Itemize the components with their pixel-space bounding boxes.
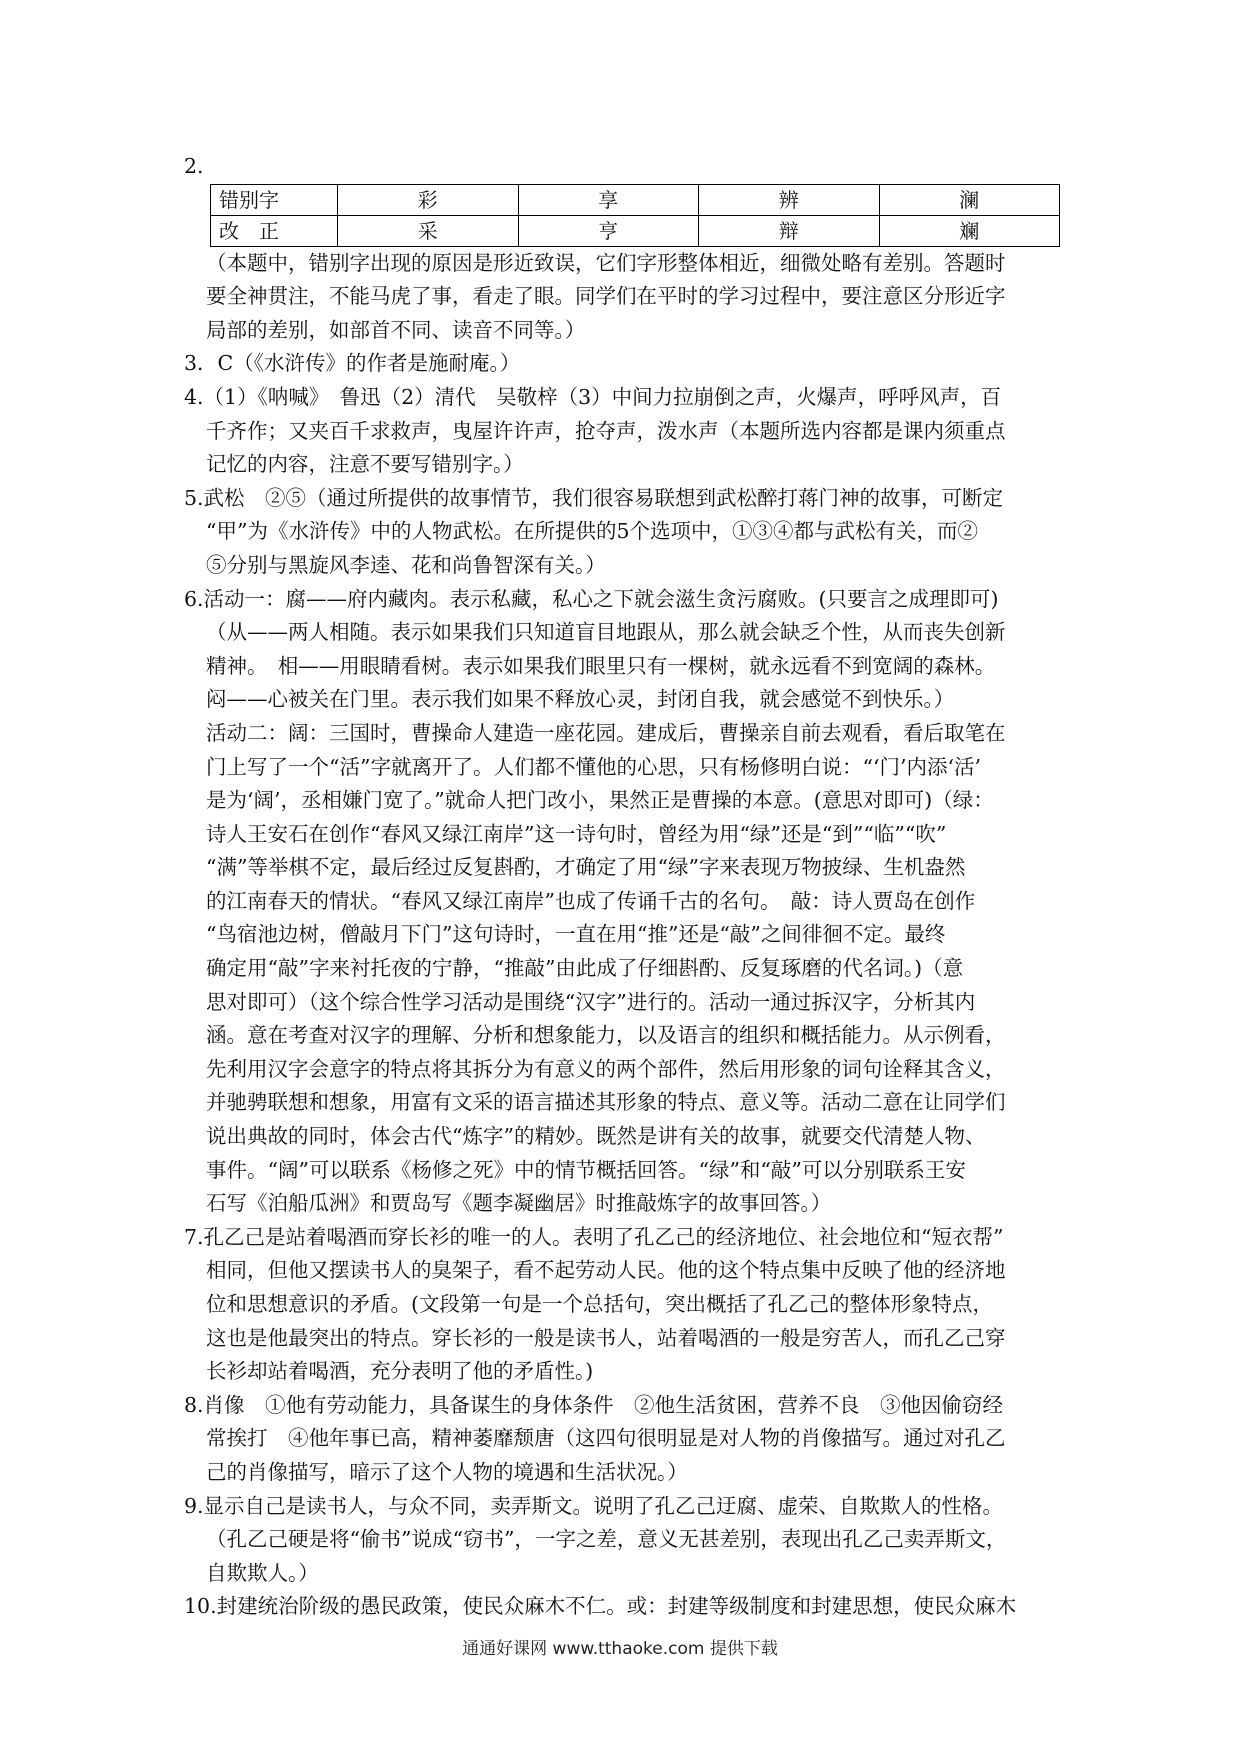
text-line: 先利用汉字会意字的特点将其拆分为有意义的两个部件，然后用形象的词句诠释其含义， (206, 1056, 1006, 1081)
typo-correction-table (210, 184, 1060, 247)
answer-content (184, 150, 1064, 1624)
text-line: “鸟宿池边树，僧敲月下门”这句诗时，一直在用“推”还是“敲”之间徘徊不定。最终 (206, 922, 946, 947)
text-line: （从——两人相随。表示如果我们只知道盲目地跟从，那么就会缺乏个性，从而丧失创新 (206, 620, 1006, 645)
table-cell: 采 (338, 215, 519, 246)
page-footer: 通通好课网 www.tthaoke.com 提供下载 (462, 1639, 778, 1659)
table-cell: 澜 (879, 184, 1060, 215)
text-line: 石写《泊船瓜洲》和贾岛写《题李凝幽居》时推敲炼字的故事回答。） (206, 1191, 832, 1216)
table-cell: 享 (518, 184, 699, 215)
text-line: 常挨打 ④他年事已高，精神萎靡颓唐（这四句很明显是对人物的肖像描写。通过对孔乙 (206, 1426, 1006, 1451)
text-line: 要全神贯注，不能马虎了事，看走了眼。同学们在平时的学习过程中，要注意区分形近字 (206, 284, 1006, 309)
text-line: 涵。意在考查对汉字的理解、分析和想象能力，以及语言的组织和概括能力。从示例看， (206, 1023, 1006, 1048)
text-line: 闷——心被关在门里。表示我们如果不释放心灵，封闭自我，就会感觉不到快乐。） (206, 687, 955, 712)
table-cell: 亨 (518, 215, 699, 246)
q2-note (184, 247, 1064, 348)
text-line: 确定用“敲”字来衬托夜的宁静，“推敲”由此成了仔细斟酌、反复琢磨的代名词。)（意 (206, 956, 964, 981)
text-line: 10.封建统治阶级的愚民政策，使民众麻木不仁。或：封建等级制度和封建思想，使民众麻木 (184, 1594, 1017, 1619)
text-line: 己的肖像描写，暗示了这个人物的境遇和生活状况。） (206, 1459, 688, 1484)
text-line: ⑤分别与黑旋风李逵、花和尚鲁智深有关。） (206, 552, 606, 577)
table-cell: 斓 (879, 215, 1060, 246)
text-line: 这也是他最突出的特点。穿长衫的一般是读书人，站着喝酒的一般是穷苦人，而孔乙己穿 (206, 1325, 1006, 1350)
text-line: 诗人王安石在创作“春风又绿江南岸”这一诗句时，曾经为用“绿”还是“到”“临”“吹” (206, 821, 947, 846)
q2-number: 2. (184, 154, 204, 178)
text-line: 是为‘阔’，丞相嫌门宽了。”就命人把门改小，果然正是曹操的本意。(意思对即可)（绿： (206, 788, 994, 813)
table-row-correct (211, 215, 1060, 246)
text-line: 相同，但他又摆读书人的臭架子，看不起劳动人民。他的这个特点集中反映了他的经济地 (206, 1258, 1006, 1283)
text-line: 3．C（《水浒传》的作者是施耐庵。） (184, 351, 521, 376)
text-line: 事件。“阔”可以联系《杨修之死》中的情节概括回答。“绿”和“敲”可以分别联系王安 (206, 1157, 966, 1182)
text-line: 精神。 相——用眼睛看树。表示如果我们眼里只有一棵树，就永远看不到宽阔的森林。 (206, 653, 996, 678)
text-line: 活动二：阔：三国时，曹操命人建造一座花园。建成后，曹操亲自前去观看，看后取笔在 (206, 720, 1006, 745)
text-line: 长衫却站着喝酒，充分表明了他的矛盾性。) (206, 1359, 594, 1384)
text-line: “满”等举棋不定，最后经过反复斟酌，才确定了用“绿”字来表现万物披绿、生机盎然 (206, 855, 966, 880)
text-line: （本题中，错别字出现的原因是形近致误，它们字形整体相近，细微处略有差别。答题时 (206, 250, 1006, 275)
text-line: （孔乙己硬是将“偷书”说成“窃书”，一字之差，意义无甚差别，表现出孔乙己卖弄斯文， (206, 1527, 1007, 1552)
text-line: 记忆的内容，注意不要写错别字。） (206, 452, 524, 477)
text-line: 9.显示自己是读书人，与众不同，卖弄斯文。说明了孔乙己迂腐、虚荣、自欺欺人的性格。 (184, 1493, 1004, 1518)
text-line: 说出典故的同时，体会古代“炼字”的精妙。既然是讲有关的故事，就要交代清楚人物、 (206, 1124, 986, 1149)
q10-answer (184, 1590, 1064, 1624)
q8-answer (184, 1389, 1064, 1490)
text-line: 门上写了一个“活”字就离开了。人们都不懂他的心思，只有杨修明白说：“‘门’内添‘活’ (206, 754, 982, 779)
table-row-wrong (211, 184, 1060, 215)
q7-answer (184, 1221, 1064, 1389)
text-line: 思对即可）（这个综合性学习活动是围绕“汉字”进行的。活动一通过拆汉字，分析其内 (206, 989, 976, 1014)
table-cell: 错别字 (211, 184, 338, 215)
text-line: 局部的差别，如部首不同、读音不同等。） (206, 317, 586, 342)
table-cell: 改 正 (211, 215, 338, 246)
text-line: 4.（1）《呐喊》 鲁迅（2）清代 吴敬梓（3）中间力拉崩倒之声，火爆声，呼呼风声，百 (184, 384, 1002, 409)
text-line: 6.活动一：腐——府内藏肉。表示私藏，私心之下就会滋生贪污腐败。(只要言之成理即可) (184, 586, 999, 611)
text-line: 的江南春天的情状。“春风又绿江南岸”也成了传诵千古的名句。 敲：诗人贾岛在创作 (206, 888, 976, 913)
table-cell: 辨 (699, 184, 880, 215)
text-line: 自欺欺人。） (206, 1560, 319, 1585)
q3-answer (184, 347, 1064, 381)
q5-answer (184, 482, 1064, 583)
table-cell: 辩 (699, 215, 880, 246)
text-line: 千齐作；又夹百千求救声，曳屋许许声，抢夺声，泼水声（本题所选内容都是课内须重点 (206, 418, 1006, 443)
text-line: 7.孔乙己是站着喝酒而穿长衫的唯一的人。表明了孔乙己的经济地位、社会地位和“短衣帮” (184, 1224, 1004, 1249)
q6-answer (184, 583, 1064, 1221)
q4-answer (184, 381, 1064, 482)
text-line: 8.肖像 ①他有劳动能力，具备谋生的身体条件 ②他生活贫困，营养不良 ③他因偷窃经 (184, 1392, 1004, 1417)
table-cell: 彩 (338, 184, 519, 215)
text-line: 并驰骋联想和想象，用富有文采的语言描述其形象的特点、意义等。活动二意在让同学们 (206, 1090, 1006, 1115)
q9-answer (184, 1490, 1064, 1591)
text-line: 5.武松 ②⑤（通过所提供的故事情节，我们很容易联想到武松醉打蒋门神的故事，可断定 (184, 485, 1004, 510)
text-line: “甲”为《水浒传》中的人物武松。在所提供的5个选项中，①③④都与武松有关，而② (206, 519, 979, 544)
text-line: 位和思想意识的矛盾。(文段第一句是一个总括句，突出概括了孔乙己的整体形象特点， (206, 1292, 993, 1316)
